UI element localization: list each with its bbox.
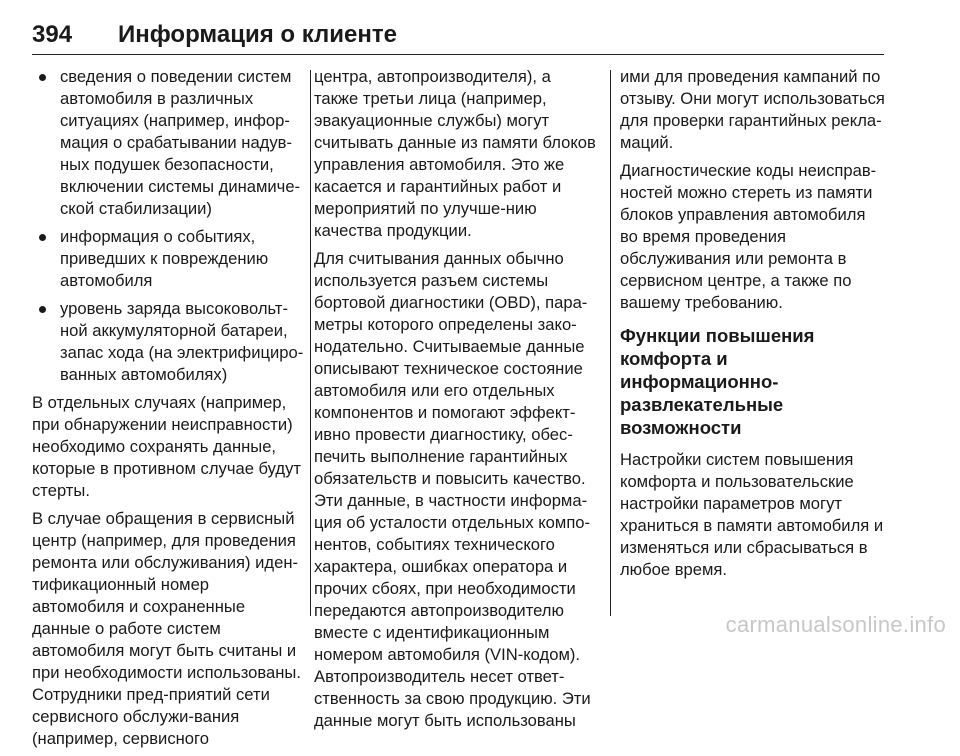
bullet-list <box>32 66 304 386</box>
bullet-item: сведения о поведении систем автомобиля в различных ситуациях (например, инфор-мация о срабатывании надув-ных подушек безопасности, включении системы динамиче-ской стабилизации) <box>32 66 304 220</box>
page-title: Информация о клиенте <box>118 21 397 48</box>
watermark: carmanualsonline.info <box>725 612 946 637</box>
paragraph: Диагностические коды неисправ-ностей можно стереть из памяти блоков управления автомобиля во время проведения обслуживания или ремонта в сервисном центре, а также по вашему требованию. <box>620 161 877 312</box>
page-number: 394 <box>32 21 73 48</box>
paragraph: центра, автопроизводителя), а также третьи лица (например, эвакуационные службы) могут считывать данные из памяти блоков управления автомобиля. Это же касается и гарантийных работ и мероприятий по улучше-нию качества продукции. <box>314 67 596 240</box>
paragraph: В случае обращения в сервисный центр (например, для проведения ремонта или обслуживания) иден-тификационный номер автомобиля и сохраненные данные о работе систем автомобиля могут быть считаны и при необходимости использованы. Сотрудники пред-приятий сети сервисного обслужи-вания (например, сервисного <box>32 509 301 748</box>
page-header <box>32 20 884 55</box>
text-column-2 <box>314 66 596 738</box>
column-divider <box>610 70 611 616</box>
bullet-item: информация о событиях, приведших к повреждению автомобиля <box>32 226 304 292</box>
paragraph: Настройки систем повышения комфорта и пользовательские настройки параметров могут храниться в памяти автомобиля и изменяться или сбрасываться в любое время. <box>620 450 884 579</box>
column-divider <box>310 70 311 616</box>
text-column-3 <box>620 66 886 587</box>
paragraph: Для считывания данных обычно используется разъем системы бортовой диагностики (OBD), пара-метры которого определены зако-нодательно. Считываемые данные описывают техническое состояние автомобиля или его отдельных компонентов и помогают эффект-ивно провести диагностику, обес-печить выполнение гарантийных обязательств и повысить качество. Эти данные, в частности информа-ция об усталости отдельных компо-нентов, событиях технического характера, ошибках оператора и прочих сбоях, при необходимости передаются автопроизводителю вместе с идентификационным номером автомобиля (VIN-кодом). Автопроизводитель несет ответ-ственность за свою продукцию. Эти данные могут быть использованы <box>314 249 591 730</box>
text-column-1 <box>32 66 304 756</box>
bullet-item: уровень заряда высоковольт-ной аккумуляторной батареи, запас хода (на электрифициро-ванных автомобилях) <box>32 298 304 386</box>
paragraph: В отдельных случаях (например, при обнаружении неисправности) необходимо сохранять данные, которые в противном случае будут стерты. <box>32 393 301 500</box>
paragraph: ими для проведения кампаний по отзыву. Они могут использоваться для проверки гарантийных рекла-маций. <box>620 67 885 152</box>
section-heading: Функции повышения комфорта и информационно-развлекательные возможности <box>620 325 815 438</box>
